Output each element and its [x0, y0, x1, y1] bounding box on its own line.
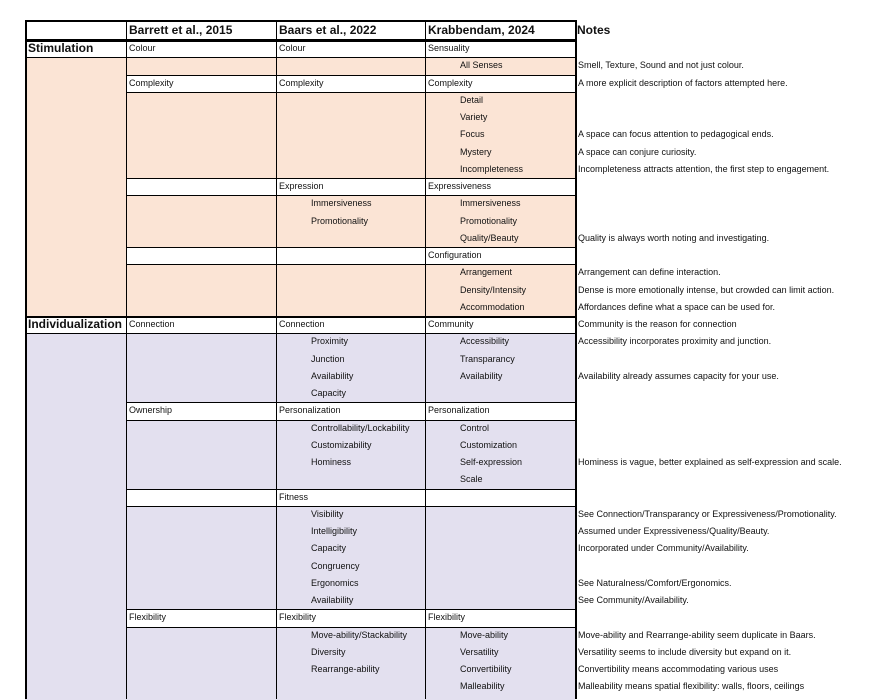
grid-line [25, 57, 126, 58]
krabbendam-cell: Detail [460, 94, 484, 105]
krabbendam-cell: Quality/Beauty [460, 232, 519, 243]
krabbendam-cell: Accommodation [460, 301, 525, 312]
barrett-cell: Colour [129, 43, 156, 53]
baars-cell: Move-ability/Stackability [311, 629, 408, 640]
note-cell: Convertibility means accommodating various uses [578, 664, 779, 674]
baars-cell: Expression [279, 181, 324, 191]
baars-cell: Junction [311, 353, 345, 364]
header-col-baars: Baars et al., 2022 [279, 23, 377, 37]
krabbendam-cell: Scale [460, 474, 483, 485]
note-cell: Incompleteness attracts attention, the first step to engagement. [578, 163, 830, 174]
baars-cell: Capacity [311, 388, 347, 398]
baars-cell: Proximity [311, 336, 349, 347]
grid-line [25, 333, 126, 334]
baars-cell: Rearrange-ability [311, 664, 380, 674]
krabbendam-cell: Sensuality [428, 43, 470, 53]
note-cell: Malleability means spatial flexibility: walls, floors, ceilings [578, 681, 805, 692]
category-label: Stimulation [28, 41, 94, 55]
header-col-krabbendam: Krabbendam, 2024 [428, 23, 535, 37]
krabbendam-cell: Malleability [460, 681, 505, 692]
note-cell: See Community/Availability. [578, 595, 689, 605]
grid-line [25, 20, 27, 699]
note-cell: Dense is more emotionally intense, but crowded can limit action. [578, 284, 835, 295]
baars-cell: Congruency [311, 560, 360, 571]
baars-cell: Personalization [279, 405, 341, 416]
category-label: Individualization [28, 317, 123, 331]
note-cell: A space can conjure curiosity. [578, 146, 697, 157]
note-cell: Hominess is vague, better explained as self-expression and scale. [578, 457, 842, 467]
baars-cell: Complexity [279, 77, 324, 88]
note-cell: Move-ability and Rearrange-ability seem duplicate in Baars. [578, 629, 816, 640]
note-cell: Community is the reason for connection [578, 319, 737, 329]
baars-cell: Flexibility [279, 612, 317, 623]
baars-cell: Diversity [311, 646, 346, 657]
krabbendam-cell: Density/Intensity [460, 284, 527, 295]
krabbendam-cell: Accessibility [460, 336, 510, 347]
note-cell: Affordances define what a space can be used for. [578, 301, 775, 312]
krabbendam-cell: Move-ability [460, 629, 509, 640]
baars-cell: Visibility [311, 508, 344, 519]
note-cell: A space can focus attention to pedagogical ends. [578, 129, 774, 140]
krabbendam-cell: Self-expression [460, 457, 523, 467]
header-col-barrett: Barrett et al., 2015 [129, 23, 233, 37]
note-cell: A more explicit description of factors attempted here. [578, 77, 788, 88]
baars-cell: Capacity [311, 543, 347, 554]
krabbendam-cell: Expressiveness [428, 181, 492, 191]
note-cell: Versatility seems to include diversity but expand on it. [578, 646, 792, 657]
grid-line [276, 20, 277, 699]
krabbendam-cell: Complexity [428, 77, 473, 88]
krabbendam-cell: Incompleteness [460, 163, 524, 174]
note-cell: Arrangement can define interaction. [578, 267, 721, 278]
krabbendam-cell: Convertibility [460, 664, 512, 674]
krabbendam-cell: Focus [460, 129, 485, 140]
krabbendam-cell: Flexibility [428, 612, 466, 623]
krabbendam-cell: Transparancy [460, 353, 515, 364]
header-col-notes: Notes [577, 23, 611, 37]
baars-cell: Availability [311, 370, 354, 381]
krabbendam-cell: Availability [460, 370, 503, 381]
krabbendam-cell: Personalization [428, 405, 490, 416]
krabbendam-cell: Promotionality [460, 215, 518, 226]
baars-cell: Connection [279, 319, 325, 329]
note-cell: Availability already assumes capacity for your use. [578, 370, 779, 381]
krabbendam-cell: Configuration [428, 250, 482, 260]
krabbendam-cell: Customization [460, 439, 518, 450]
note-cell: Smell, Texture, Sound and not just colour. [578, 60, 744, 71]
baars-cell: Intelligibility [311, 526, 358, 536]
baars-cell: Hominess [311, 457, 352, 467]
krabbendam-cell: Variety [460, 112, 488, 122]
baars-cell: Fitness [279, 491, 309, 502]
baars-cell: Colour [279, 43, 306, 53]
note-cell: Assumed under Expressiveness/Quality/Beauty. [578, 526, 770, 536]
grid-line [425, 20, 426, 699]
note-cell: Incorporated under Community/Availability. [578, 543, 749, 554]
note-cell: Accessibility incorporates proximity and junction. [578, 336, 772, 347]
krabbendam-cell: Mystery [460, 146, 492, 157]
krabbendam-cell: Immersiveness [460, 198, 521, 209]
grid-line [126, 20, 127, 699]
krabbendam-cell: Arrangement [460, 267, 513, 278]
baars-cell: Customizability [311, 439, 372, 450]
baars-cell: Ergonomics [311, 577, 359, 588]
krabbendam-cell: Versatility [460, 646, 499, 657]
note-cell: See Connection/Transparancy or Expressiveness/Promotionality. [578, 508, 837, 519]
krabbendam-cell: All Senses [460, 60, 503, 71]
barrett-cell: Ownership [129, 405, 173, 416]
note-cell: See Naturalness/Comfort/Ergonomics. [578, 577, 732, 588]
grid-line [25, 20, 576, 22]
barrett-cell: Flexibility [129, 612, 167, 623]
baars-cell: Promotionality [311, 215, 369, 226]
barrett-cell: Complexity [129, 77, 174, 88]
baars-cell: Availability [311, 595, 354, 605]
baars-cell: Controllability/Lockability [311, 422, 410, 433]
krabbendam-cell: Control [460, 422, 490, 433]
note-cell: Quality is always worth noting and investigating. [578, 232, 770, 243]
baars-cell: Immersiveness [311, 198, 372, 209]
krabbendam-cell: Community [428, 319, 474, 329]
grid-line [575, 20, 577, 699]
barrett-cell: Connection [129, 319, 175, 329]
